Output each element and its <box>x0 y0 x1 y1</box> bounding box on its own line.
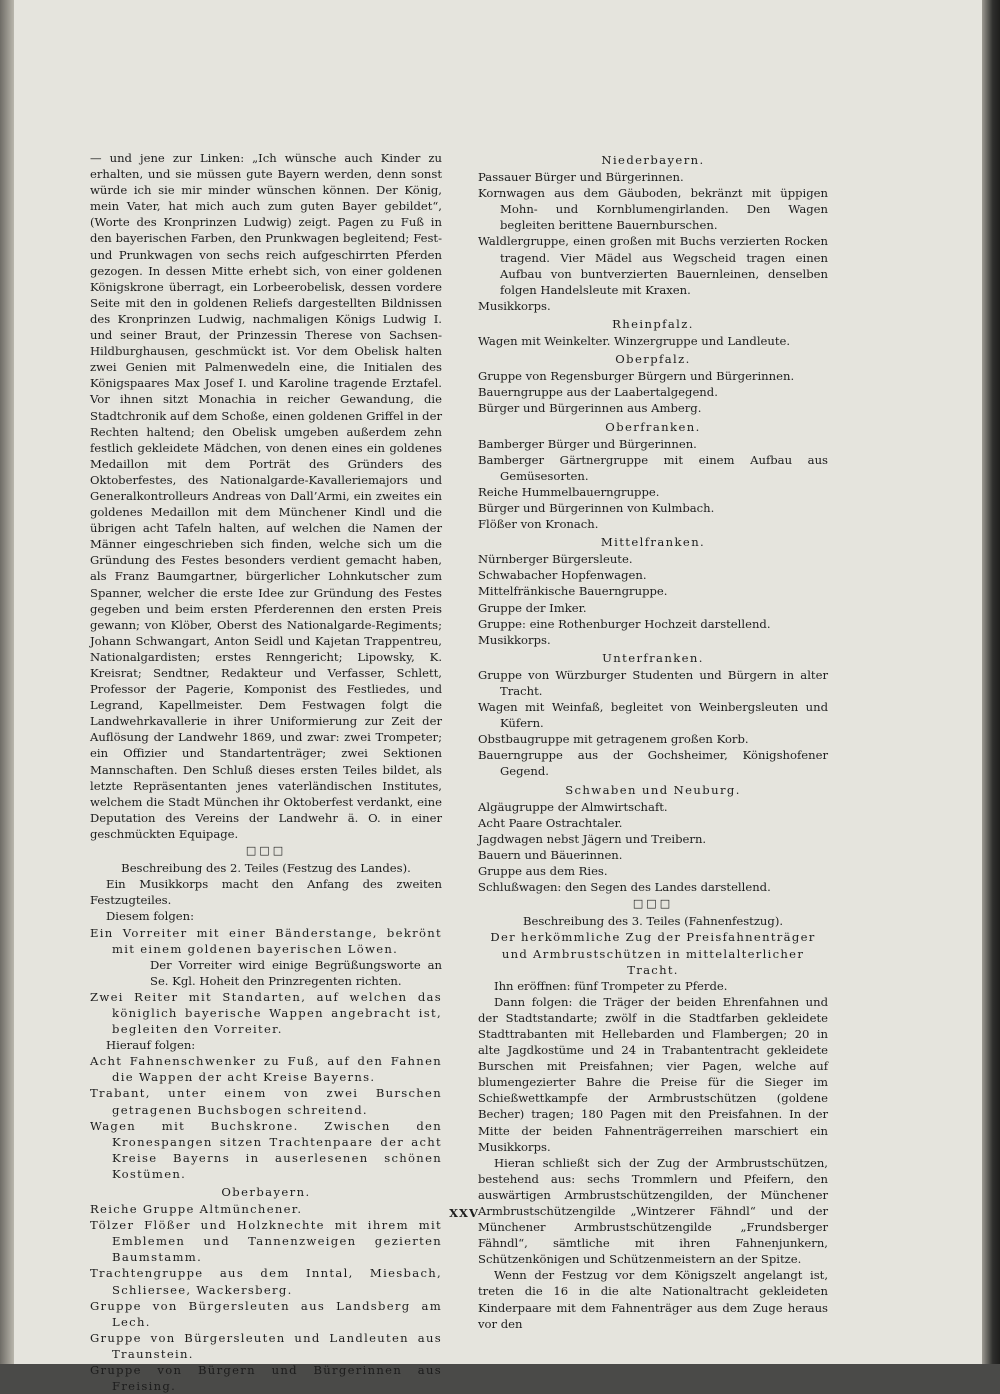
opening-paragraph: — und jene zur Linken: „Ich wünsche auch Kinder zu erhalten, und sie müssen gute Bayern werden, denn sonst würde ich sie mir minder wünschen können. Der König, mein Vater, hat mich auch zum guten Bayer gebildet“, (Worte des Kronprinzen Ludwig) zeigt. Pagen zu Fuß in den bayerischen Farben, den Prunkwagen begleitend; Fest- und Prunkwagen von sechs reich aufgeschirrten Pferden gezogen. In dessen Mitte erhebt sich, von einer goldenen Königskrone überragt, ein Lorbeerobelisk, dessen vordere Seite mit den in goldenen Reliefs dargestellten Bildnissen des Kronprinzen Ludwig, nachmaligen Königs Ludwig I. und seiner Braut, der Prinzessin Therese von Sachsen-Hildburghausen, geschmückt ist. Vor dem Obelisk halten zwei Genien mit Palmenwedeln eine, die Initialen des Königspaares Max Josef I. und Karoline tragende Erztafel. Vor ihnen sitzt Monachia in reicher Gewandung, die Stadtchronik auf dem Schoße, einen goldenen Griffel in der Rechten haltend; den Obelisk umgeben außerdem zehn festlich gekleidete Mädchen, von denen eines ein goldenes Medaillon mit dem Porträt des Gründers des Oktoberfestes, des Nationalgarde-Kavalleriemajors und Generalkontrolleurs Andreas von Dall’Armi, ein zweites ein goldenes Medaillon mit dem Münchener Kindl und die übrigen acht Tafeln halten, auf welchen die Namen der Männer eingeschrieben sich finden, welche sich um die Gründung des Festes besonders verdient gemacht haben, als Franz Baumgartner, bürgerlicher Lohnkutscher zum Spanner, welcher die erste Idee zur Gründung des Festes gegeben und beim ersten Pferderennen den ersten Preis gewann; von Klöber, Oberst des Nationalgarde-Regiments; Johann Schwangart, Anton Seidl und Kajetan Trappentreu, Nationalgardisten; erstes Renngericht; Lipowsky, K. Kreisrat; Sendtner, Redakteur und Verfasser, Schlett, Professor der Pagerie, Komponist des Festliedes, und Legrand, Kapellmeister. Dem Festwagen folgt die Landwehrkavallerie in ihrer Uniformierung zur Zeit der Auflösung der Landwehr 1869, und zwar: zwei Trompeter; ein Offizier und Standartenträger; zwei Sektionen Mannschaften. Den Schluß dieses ersten Teiles bildet, als letzte Repräsentanten jenes vaterländischen Institutes, welchem die Stadt München ihr Oktoberfest verdankt, eine Deputation des Vereins der Landwehr ä. O. in einer geschmückten Equipage. <box>90 151 442 841</box>
page-number: XXV <box>449 1206 479 1220</box>
list-item: Nürnberger Bürgersleute. <box>478 552 633 567</box>
paragraph: Hieran schließt sich der Zug der Armbrustschützen, bestehend aus: sechs Trommlern und Pfeifern, den auswärtigen Armbrustschützengilden, der Münchener Armbrustschützengilde „Wintzerer Fähndl“ und der Münchener Armbrustschützengilde „Frundsberger Fähndl“, sämtliche mit ihren Fahnenjunkern, Schützenkönigen und Schützenmeistern an der Spitze. <box>478 1155 828 1267</box>
right-column <box>478 150 828 1332</box>
list-item: Gruppe aus dem Ries. <box>478 864 608 879</box>
list-item: Bamberger Gärtnergruppe mit einem Aufbau aus Gemüsesorten. <box>478 452 828 483</box>
procession-note: Der Vorreiter wird einige Begrüßungsworte an Se. Kgl. Hoheit den Prinzregenten richten. <box>150 957 442 988</box>
region-heading-unterfranken: Unterfranken. <box>602 650 704 665</box>
list-item: Wagen mit Weinfaß, begleitet von Weinbergsleuten und Küfern. <box>478 700 828 731</box>
list-item: Tölzer Flößer und Holzknechte mit ihrem mit Emblemen und Tannenzweigen gezierten Baumstamm. <box>90 1218 442 1265</box>
list-item: Reiche Gruppe Altmünchener. <box>90 1202 303 1217</box>
list-item: Gruppe von Bürgersleuten und Landleuten aus Traunstein. <box>90 1330 442 1361</box>
list-item: Mittelfränkische Bauerngruppe. <box>478 584 668 599</box>
list-item: Schwabacher Hopfenwagen. <box>478 568 647 583</box>
list-item: Waldlergruppe, einen großen mit Buchs verzierten Rocken tragend. Vier Mädel aus Wegscheid tragen einen Aufbau von buntverzierten Bauernleinen, denselben folgen Handelsleute mit Kraxen. <box>478 234 828 297</box>
list-item: Trachtengruppe aus dem Inntal, Miesbach, Schliersee, Wackersberg. <box>90 1266 442 1297</box>
page-dark-edge <box>982 0 1000 1364</box>
list-item: Acht Paare Ostrachtaler. <box>478 815 623 830</box>
list-item: Bürger und Bürgerinnen von Kulmbach. <box>478 500 715 515</box>
list-item: Gruppe: eine Rothenburger Hochzeit darstellend. <box>478 616 771 631</box>
list-item: Bauern und Bäuerinnen. <box>478 847 623 862</box>
list-item: Musikkorps. <box>478 632 551 647</box>
list-item: Gruppe der Imker. <box>478 600 587 615</box>
list-item: Gruppe von Bürgern und Bürgerinnen aus Freising. <box>90 1363 442 1394</box>
list-item: Bürger und Bürgerinnen aus Amberg. <box>478 401 702 416</box>
list-item: Algäugruppe der Almwirtschaft. <box>478 799 668 814</box>
section-2-title: Beschreibung des 2. Teiles (Festzug des Landes). <box>121 861 411 876</box>
list-item: Musikkorps. <box>478 298 551 313</box>
procession-item: Wagen mit Buchskrone. Zwischen den Kronespangen sitzen Trachtenpaare der acht Kreise Bayerns in auserlesenen schönen Kostümen. <box>90 1118 442 1181</box>
list-item: Kornwagen aus dem Gäuboden, bekränzt mit üppigen Mohn- und Kornblumengirlanden. Den Wagen begleiten berittene Bauernburschen. <box>478 186 828 233</box>
list-item: Wagen mit Weinkelter. Winzergruppe und Landleute. <box>478 334 791 349</box>
list-item: Gruppe von Würzburger Studenten und Bürgern in alter Tracht. <box>478 667 828 698</box>
left-column <box>90 150 442 1394</box>
region-heading-schwaben: Schwaben und Neuburg. <box>565 782 741 797</box>
procession-item: Ein Vorreiter mit einer Bänderstange, bekrönt mit einem goldenen bayerischen Löwen. <box>90 925 442 956</box>
list-item: Obstbaugruppe mit getragenem großen Korb. <box>478 732 749 747</box>
ornament-divider: □□□ <box>632 897 674 911</box>
list-item: Flößer von Kronach. <box>478 517 599 532</box>
procession-item: Trabant, unter einem von zwei Burschen getragenen Buchsbogen schreitend. <box>90 1086 442 1117</box>
region-heading-niederbayern: Niederbayern. <box>601 153 705 167</box>
list-item: Bauerngruppe aus der Laabertalgegend. <box>478 385 718 400</box>
region-heading-mittelfranken: Mittelfranken. <box>600 535 706 550</box>
section-3-subtitle: Der herkömmliche Zug der Preisfahnenträger und Armbrustschützen in mittelalterlicher Tracht. <box>490 930 816 977</box>
list-item: Jagdwagen nebst Jägern und Treibern. <box>478 831 707 846</box>
procession-item: Zwei Reiter mit Standarten, auf welchen das königlich bayerische Wappen angebracht ist, begleiten den Vorreiter. <box>90 989 442 1037</box>
region-heading-rheinpfalz: Rheinpfalz. <box>612 316 694 331</box>
procession-item: Acht Fahnenschwenker zu Fuß, auf den Fahnen die Wappen der acht Kreise Bayerns. <box>90 1054 442 1085</box>
book-spine-edge <box>0 0 14 1364</box>
section-3-title: Beschreibung des 3. Teiles (Fahnenfestzug). <box>522 914 784 929</box>
region-heading-oberfranken: Oberfranken. <box>605 419 701 434</box>
list-item: Schlußwagen: den Segen des Landes darstellend. <box>478 880 771 895</box>
paragraph: Wenn der Festzug vor dem Königszelt angelangt ist, treten die 16 in die alte Nationaltracht gekleideten Kinderpaare mit dem Fahnenträger aus dem Zuge heraus vor den <box>478 1268 828 1331</box>
list-item: Gruppe von Regensburger Bürgern und Bürgerinnen. <box>478 369 795 384</box>
list-item: Bamberger Bürger und Bürgerinnen. <box>478 436 697 451</box>
section-2-intro: Ein Musikkorps macht den Anfang des zweiten Festzugteiles. <box>90 877 442 908</box>
list-item: Gruppe von Bürgersleuten aus Landsberg am Lech. <box>90 1298 442 1329</box>
paragraph: Dann folgen: die Träger der beiden Ehrenfahnen und der Stadtstandarte; zwölf in die Stadtfarben gekleidete Stadttrabanten mit Hellebarden und Flambergen; 20 in alte Jagdkostüme und 24 in Trabantentracht gekleidete Burschen mit Preisfahnen; vier Pagen, welche auf blumengezierter Bahre die Preise für die Sieger im Schießwettkampfe der Armbrustschützen (goldene Becher) tragen; 180 Pagen mit den Preisfahnen. In der Mitte der beiden Fahnenträgerreihen marschiert ein Musikkorps. <box>478 994 828 1154</box>
region-heading-oberpfalz: Oberpfalz. <box>615 352 691 367</box>
list-item: Reiche Hummelbauerngruppe. <box>478 484 660 499</box>
hierauf-label: Hierauf folgen: <box>106 1038 196 1053</box>
following-label: Diesem folgen: <box>106 909 194 924</box>
region-heading-oberbayern: Oberbayern. <box>221 1185 311 1199</box>
ornament-divider: □□□ <box>245 844 287 858</box>
list-item: Passauer Bürger und Bürgerinnen. <box>478 170 684 185</box>
list-item: Bauerngruppe aus der Gochsheimer, Königshofener Gegend. <box>478 748 828 779</box>
paragraph: Ihn eröffnen: fünf Trompeter zu Pferde. <box>494 978 728 993</box>
